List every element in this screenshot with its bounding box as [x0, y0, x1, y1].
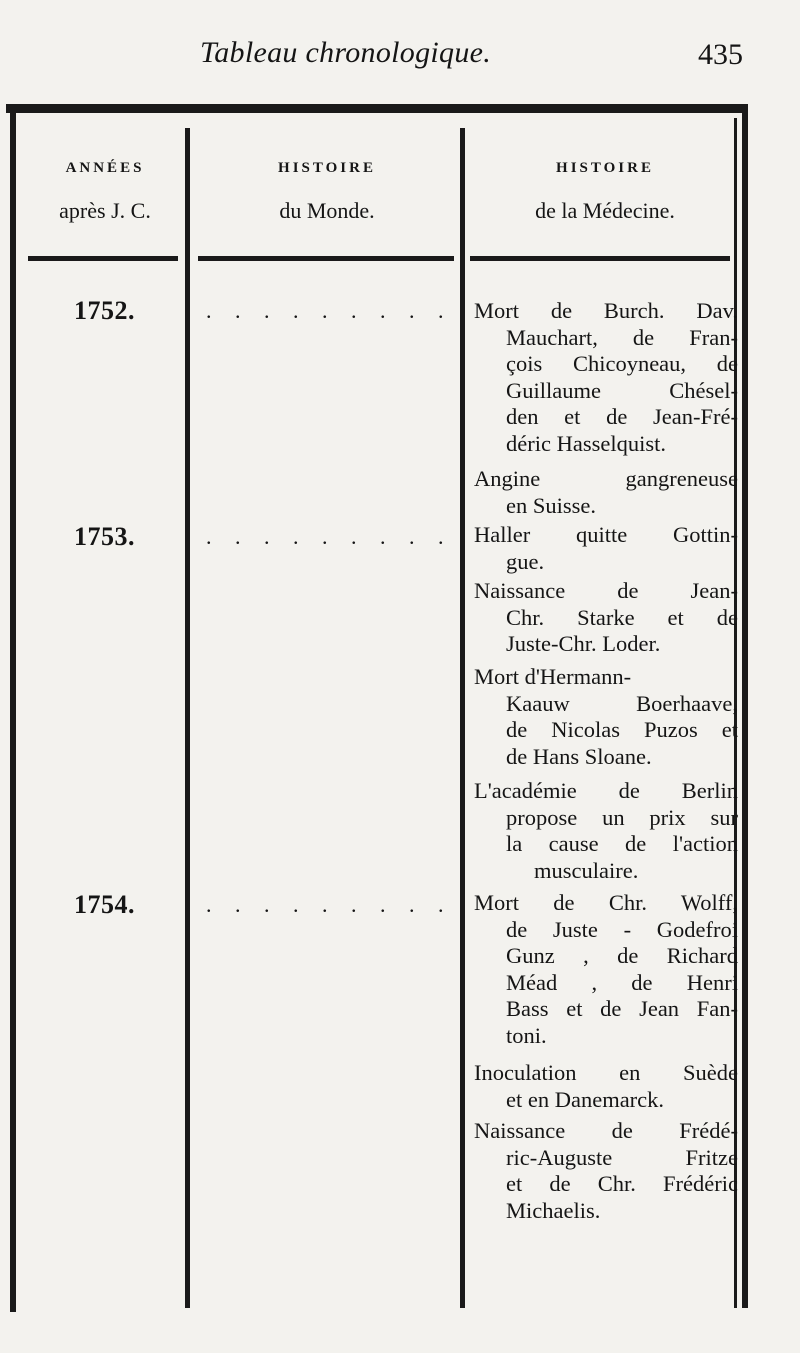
entry-line: Kaauw Boerhaave,	[506, 690, 738, 716]
column-divider-1	[185, 128, 190, 1308]
entry-line: Juste-Chr. Loder.	[506, 631, 661, 657]
entry-line: Gunz , de Richard	[506, 943, 738, 969]
medicine-entry	[474, 466, 738, 519]
entry-line: et en Danemarck.	[506, 1086, 665, 1112]
year-label: 1753.	[74, 522, 135, 551]
header-rule-medicine	[470, 256, 730, 261]
entry-line: Angine gangreneuse	[474, 466, 738, 491]
entry-line: Mort de Chr. Wolff,	[474, 890, 738, 915]
entry-line: ric-Auguste Fritze	[506, 1144, 738, 1170]
column-header-medicine-subtitle: de la Médecine.	[535, 198, 675, 223]
top-rule	[6, 104, 748, 113]
entry-line: la cause de l'action	[506, 831, 738, 857]
entry-line: de Juste - Godefroi	[506, 916, 738, 942]
left-border	[10, 112, 16, 1312]
entry-line: Naissance de Jean-	[474, 578, 738, 603]
entry-line: Mort de Burch. Dav.	[474, 298, 738, 323]
entry-line: propose un prix sur	[506, 804, 738, 830]
leader-dots: . . . . . . . . .	[206, 298, 453, 323]
entry-line: den et de Jean-Fré-	[506, 404, 738, 430]
medicine-entry	[474, 298, 738, 458]
page-number: 435	[698, 38, 743, 71]
entry-line: gue.	[506, 548, 545, 574]
entry-line: et de Chr. Frédéric	[506, 1171, 738, 1197]
year-label: 1752.	[74, 296, 135, 325]
entry-line: Inoculation en Suède	[474, 1060, 738, 1085]
medicine-entry	[474, 664, 738, 770]
header-rule-years	[28, 256, 178, 261]
column-header-world-subtitle: du Monde.	[279, 198, 375, 223]
medicine-entry	[474, 890, 738, 1050]
column-header-years-caption: ANNÉES	[65, 160, 145, 176]
column-header-world-caption: HISTOIRE	[278, 160, 376, 176]
right-border-outer	[742, 110, 748, 1308]
entry-line: toni.	[506, 1022, 547, 1048]
medicine-entry	[474, 522, 738, 575]
column-divider-2	[460, 128, 465, 1308]
entry-line: Chr. Starke et de	[506, 604, 738, 630]
column-header-years-subtitle: après J. C.	[59, 198, 151, 223]
header-rule-world	[198, 256, 454, 261]
entry-line: Naissance de Frédé-	[474, 1118, 738, 1143]
medicine-entry	[474, 1060, 738, 1113]
running-title: Tableau chronologique.	[200, 36, 492, 69]
entry-line: çois Chicoyneau, de	[506, 351, 738, 377]
entry-line: en Suisse.	[506, 492, 596, 518]
medicine-entry	[474, 778, 738, 884]
leader-dots: . . . . . . . . .	[206, 892, 453, 917]
leader-dots: . . . . . . . . .	[206, 524, 453, 549]
year-label: 1754.	[74, 890, 135, 919]
entry-line: Guillaume Chésel-	[506, 377, 738, 403]
column-header-medicine-caption: HISTOIRE	[556, 160, 654, 176]
entry-line: Haller quitte Gottin-	[474, 522, 738, 547]
entry-line: de Hans Sloane.	[506, 743, 652, 769]
entry-line: L'académie de Berlin	[474, 778, 738, 803]
entry-line: Méad , de Henri	[506, 969, 738, 995]
entry-line: Bass et de Jean Fan-	[506, 996, 738, 1022]
entry-line: de Nicolas Puzos et	[506, 717, 738, 743]
medicine-entry	[474, 1118, 738, 1224]
entry-line: déric Hasselquist.	[506, 430, 666, 456]
entry-line: Mort d'Hermann-	[474, 664, 632, 689]
medicine-entry	[474, 578, 738, 658]
entry-line: Mauchart, de Fran-	[506, 324, 738, 350]
entry-line: Michaelis.	[506, 1197, 601, 1223]
entry-line: musculaire.	[534, 857, 639, 883]
